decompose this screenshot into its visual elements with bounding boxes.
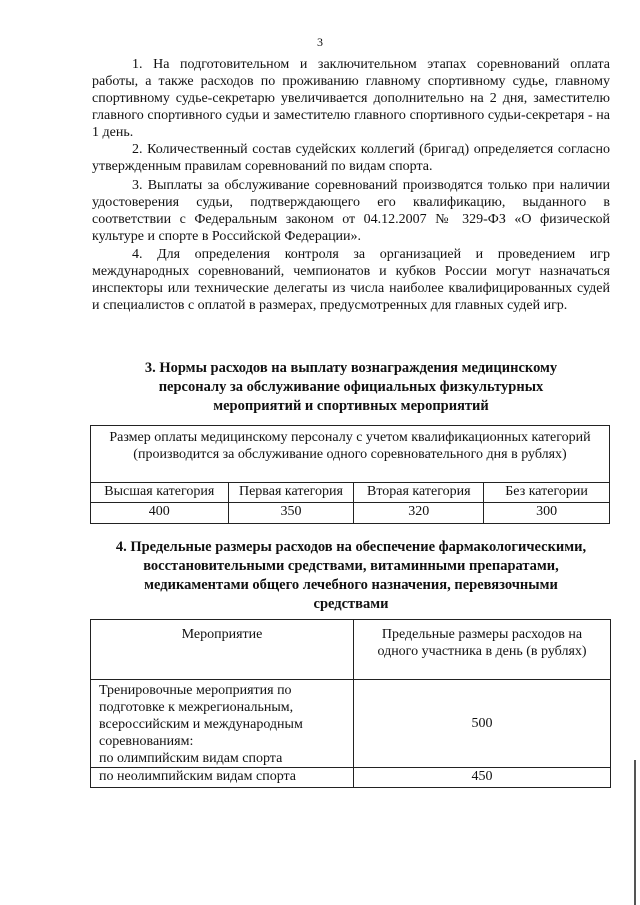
scan-edge-line (634, 760, 636, 905)
medical-pay-caption: Размер оплаты медицинскому персоналу с учетом квалификационных категорий (производится за обслуживание одного соревновательного дня в рублях) (91, 426, 610, 483)
medical-pay-table (90, 425, 610, 524)
row-non-olympic-value: 450 (354, 768, 611, 788)
value-highest-category: 400 (91, 503, 229, 524)
section-3-heading: 3. Нормы расходов на выплату вознаграждения медицинскому персоналу за обслуживание официальных физкультурных мероприятий и спортивных мероприятий (144, 360, 558, 414)
header-highest-category: Высшая категория (91, 483, 229, 503)
header-no-category: Без категории (484, 483, 610, 503)
header-second-category: Вторая категория (354, 483, 484, 503)
column-limit-header: Предельные размеры расходов на одного участника в день (в рублях) (354, 620, 611, 680)
pharmacology-limits-table (90, 619, 611, 788)
row-training-label: Тренировочные мероприятия по подготовке к межрегиональным, всероссийским и международным соревнованиям: (99, 683, 303, 749)
header-first-category: Первая категория (228, 483, 354, 503)
paragraph-2: 2. Количественный состав судейских коллегий (бригад) определяется согласно утвержденным правилам соревнований по видам спорта. (92, 142, 610, 174)
row-non-olympic-label: по неолимпийским видам спорта (91, 768, 354, 788)
column-event-header: Мероприятие (91, 620, 354, 680)
value-second-category: 320 (354, 503, 484, 524)
value-first-category: 350 (228, 503, 354, 524)
row-olympic-value: 500 (354, 680, 611, 768)
paragraph-4: 4. Для определения контроля за организацией и проведением игр международных соревнований, чемпионатов и кубков России могут назначаться инспекторы или технические делегаты из числа наиболее квалифицированных судей и специалистов с оплатой в размерах, предусмотренных для главных судей игр. (92, 247, 610, 313)
paragraph-3: 3. Выплаты за обслуживание соревнований производятся только при наличии удостоверения судьи, подтверждающего его квалификацию, выданного в соответствии с Федеральным законом от 04.12.2007 № 329-ФЗ «О физической культуре и спорте в Российской Федерации». (92, 178, 610, 244)
section-4-heading: 4. Предельные размеры расходов на обеспечение фармакологическими, восстановительными средствами, витаминными препаратами, медикаментами общего лечебного назначения, перевязочными средствами (115, 539, 587, 612)
row-olympic-label: по олимпийским видам спорта (99, 751, 283, 766)
row-training-events (91, 680, 354, 768)
value-no-category: 300 (484, 503, 610, 524)
paragraph-1: 1. На подготовительном и заключительном этапах соревнований оплата работы, а также расходов по проживанию главному спортивному судье, главному спортивному судье-секретарю увеличивается дополнительно на 2 дня, заместителю главного спортивного судьи и заместителю главного спортивного судьи-секретаря - на 1 день. (92, 57, 610, 140)
page-number: 3 (317, 35, 323, 49)
